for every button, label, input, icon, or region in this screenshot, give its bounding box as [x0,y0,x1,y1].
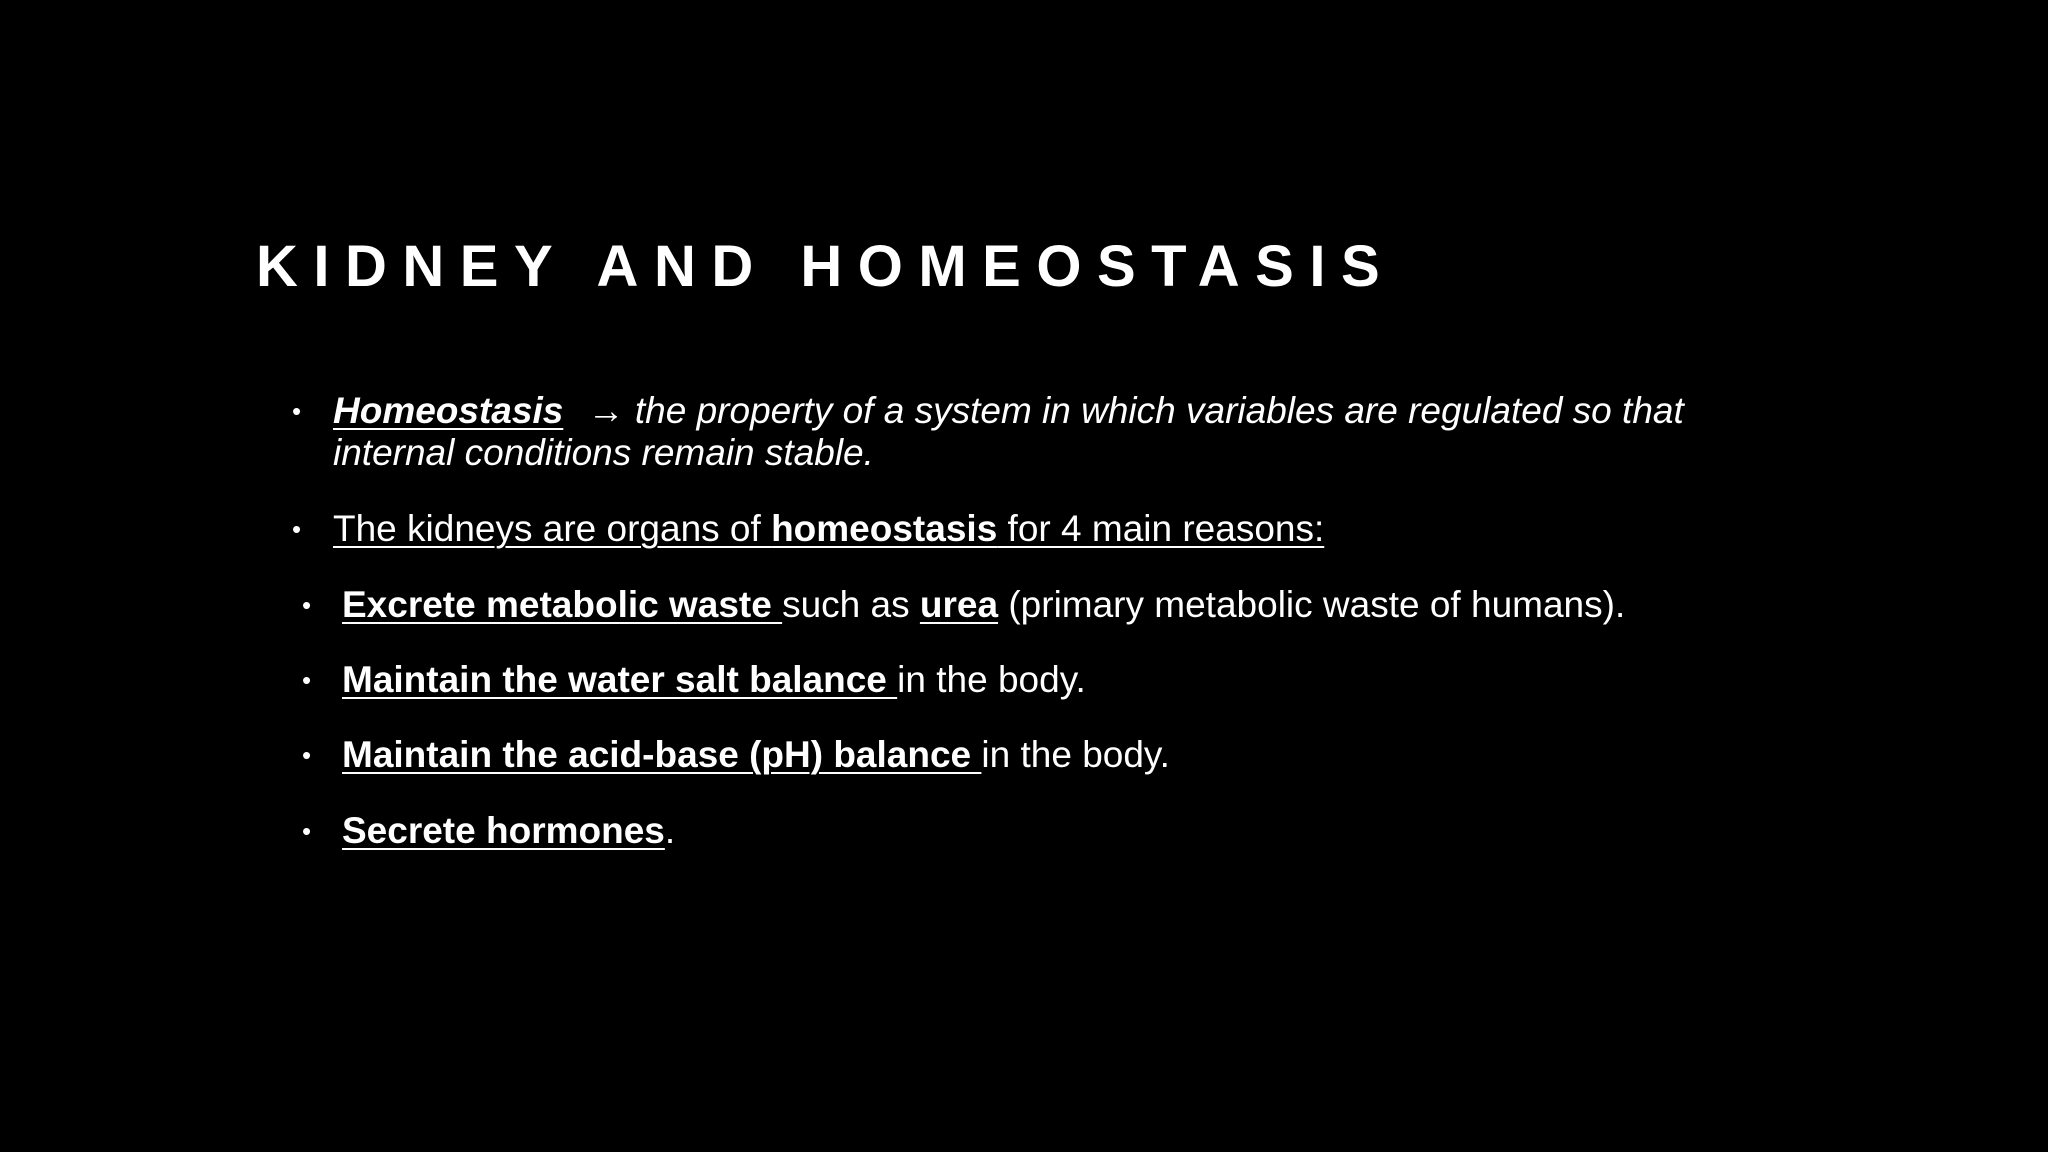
term-homeostasis: Homeostasis [333,390,564,431]
bullet-dot: • [302,740,312,770]
reasons-bold-homeostasis: homeostasis [771,508,998,549]
bullet-homeostasis-definition [333,390,1684,432]
term-excrete-waste: Excrete metabolic waste [342,584,783,625]
bullet-dot: • [302,665,312,695]
bullet-water-salt [342,659,1086,701]
excrete-post: (primary metabolic waste of humans). [998,584,1626,625]
term-hormones: Secrete hormones [342,810,665,851]
bullet-excrete-waste [342,584,1625,626]
arrow-icon: → [587,390,625,431]
hormones-post: . [664,810,676,851]
bullet-kidney-reasons [333,508,1324,550]
definition-line-2: internal conditions remain stable. [333,432,874,473]
bullet-dot: • [292,514,302,544]
reasons-outro: for 4 main reasons: [997,508,1325,549]
excrete-mid: such as [782,584,920,625]
water-salt-post: in the body. [897,659,1086,700]
bullet-acid-base [342,734,1170,776]
term-water-salt: Maintain the water salt balance [342,659,898,700]
term-urea: urea [919,584,999,625]
definition-line-1: the property of a system in which variables are regulated so that [624,390,1684,431]
bullet-dot: • [292,396,302,426]
slide-title: KIDNEY AND HOMEOSTASIS [256,234,1396,299]
acid-base-post: in the body. [981,734,1170,775]
bullet-dot: • [302,816,312,846]
term-acid-base: Maintain the acid-base (pH) balance [342,734,982,775]
reasons-intro: The kidneys are organs of [333,508,772,549]
bullet-hormones [342,810,675,852]
bullet-dot: • [302,590,312,620]
